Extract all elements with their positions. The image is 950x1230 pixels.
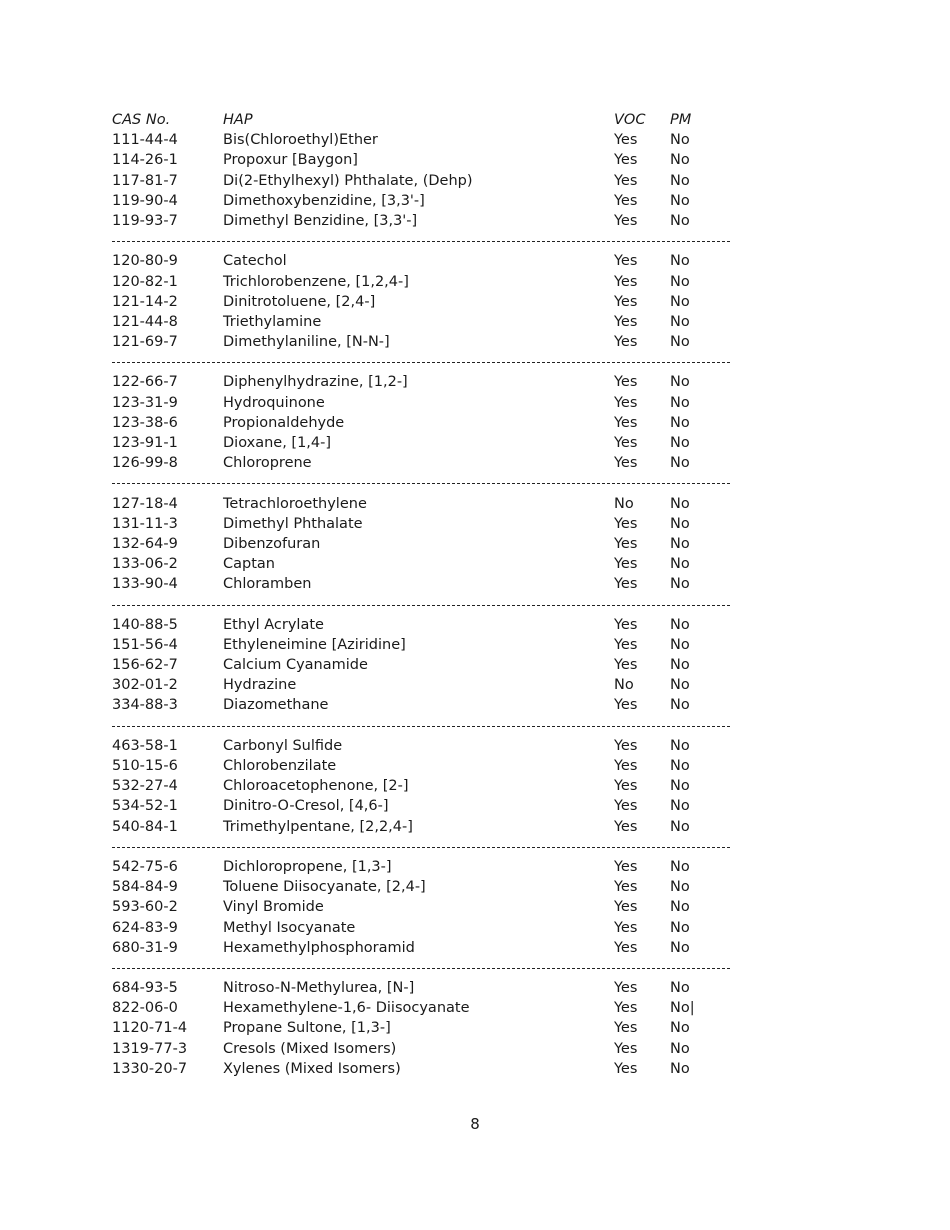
- header-voc: VOC: [614, 112, 646, 128]
- voc-cell: Yes: [614, 980, 638, 997]
- table-row: [112, 534, 732, 554]
- cas-cell: 151-56-4: [112, 636, 178, 653]
- voc-cell: Yes: [614, 556, 638, 573]
- hap-table: [112, 110, 732, 1079]
- voc-cell: Yes: [614, 737, 638, 754]
- pm-cell: No: [670, 435, 690, 451]
- pm-cell: No: [670, 636, 690, 653]
- cas-cell: 122-66-7: [112, 374, 178, 391]
- hap-cell: Dibenzofuran: [223, 535, 321, 552]
- pm-cell: No: [670, 939, 690, 956]
- voc-cell: Yes: [614, 1060, 638, 1077]
- voc-cell: Yes: [614, 455, 638, 472]
- cas-cell: 822-06-0: [112, 1000, 178, 1017]
- pm-cell: No: [670, 798, 690, 815]
- pm-cell: No: [670, 677, 690, 694]
- cas-cell: 1330-20-7: [112, 1060, 188, 1077]
- header-cas: CAS No.: [112, 112, 171, 128]
- pm-cell: No: [670, 858, 690, 875]
- hap-cell: Tetrachloroethylene: [223, 495, 367, 512]
- table-row: [112, 938, 732, 958]
- table-row: [112, 574, 732, 594]
- hap-cell: Hydroquinone: [223, 394, 325, 411]
- table-row: [112, 332, 732, 352]
- voc-cell: Yes: [614, 879, 638, 896]
- voc-cell: Yes: [614, 919, 638, 936]
- table-row: [112, 776, 732, 796]
- cas-cell: 510-15-6: [112, 758, 178, 774]
- cas-cell: 119-93-7: [112, 212, 178, 229]
- hap-cell: Chloramben: [223, 576, 312, 593]
- voc-cell: Yes: [614, 939, 638, 956]
- pm-cell: No: [670, 313, 690, 330]
- cas-cell: 120-82-1: [112, 273, 178, 290]
- table-body: [112, 130, 732, 1079]
- voc-cell: Yes: [614, 515, 638, 532]
- pm-cell: No: [670, 253, 690, 270]
- table-row: [112, 171, 732, 191]
- table-row: [112, 635, 732, 655]
- pm-cell: No: [670, 132, 690, 149]
- table-row: [112, 877, 732, 897]
- table-row: [112, 978, 732, 998]
- table-row: [112, 998, 732, 1018]
- hap-cell: Trichlorobenzene, [1,2,4-]: [223, 273, 409, 290]
- voc-cell: Yes: [614, 858, 638, 875]
- cas-cell: 534-52-1: [112, 798, 178, 815]
- hap-cell: Dioxane, [1,4-]: [223, 435, 332, 451]
- pm-cell: No: [670, 334, 690, 351]
- table-row: [112, 756, 732, 776]
- pm-cell: No|: [670, 1000, 695, 1017]
- table-row: [112, 494, 732, 514]
- table-row: [112, 514, 732, 534]
- hap-cell: Propoxur [Baygon]: [223, 152, 358, 169]
- dashed-separator: [112, 473, 732, 493]
- cas-cell: 302-01-2: [112, 677, 178, 694]
- voc-cell: Yes: [614, 1020, 638, 1037]
- hap-cell: Diphenylhydrazine, [1,2-]: [223, 374, 408, 391]
- hap-cell: Ethyleneimine [Aziridine]: [223, 636, 406, 653]
- pm-cell: No: [670, 980, 690, 997]
- cas-cell: 542-75-6: [112, 858, 178, 875]
- cas-cell: 133-06-2: [112, 556, 178, 573]
- hap-cell: Toluene Diisocyanate, [2,4-]: [223, 879, 426, 896]
- cas-cell: 126-99-8: [112, 455, 178, 472]
- table-row: [112, 655, 732, 675]
- table-row: [112, 130, 732, 150]
- hap-cell: Vinyl Bromide: [223, 899, 324, 916]
- hap-cell: Catechol: [223, 253, 287, 270]
- hap-cell: Hexamethylene-1,6- Diisocyanate: [223, 1000, 470, 1017]
- hap-cell: Methyl Isocyanate: [223, 919, 356, 936]
- hap-cell: Dimethyl Benzidine, [3,3'-]: [223, 212, 418, 229]
- hap-cell: Dimethoxybenzidine, [3,3'-]: [223, 192, 425, 209]
- cas-cell: 624-83-9: [112, 919, 178, 936]
- hap-cell: Diazomethane: [223, 697, 329, 714]
- table-row: [112, 150, 732, 170]
- voc-cell: Yes: [614, 132, 638, 149]
- voc-cell: Yes: [614, 253, 638, 270]
- voc-cell: Yes: [614, 374, 638, 391]
- cas-cell: 334-88-3: [112, 697, 178, 714]
- hap-cell: Hydrazine: [223, 677, 297, 694]
- cas-cell: 120-80-9: [112, 253, 178, 270]
- dashed-separator: [112, 595, 732, 615]
- cas-cell: 123-38-6: [112, 414, 178, 431]
- table-row: [112, 817, 732, 837]
- pm-cell: No: [670, 758, 690, 774]
- dashed-separator: [112, 352, 732, 372]
- cas-cell: 127-18-4: [112, 495, 178, 512]
- voc-cell: No: [614, 495, 634, 512]
- table-row: [112, 615, 732, 635]
- voc-cell: Yes: [614, 818, 638, 835]
- cas-cell: 123-91-1: [112, 435, 178, 451]
- dashed-separator: [112, 231, 732, 251]
- hap-cell: Cresols (Mixed Isomers): [223, 1040, 397, 1057]
- header-hap: HAP: [223, 112, 253, 128]
- voc-cell: Yes: [614, 616, 638, 633]
- cas-cell: 140-88-5: [112, 616, 178, 633]
- cas-cell: 114-26-1: [112, 152, 178, 169]
- voc-cell: Yes: [614, 1000, 638, 1017]
- pm-cell: No: [670, 273, 690, 290]
- voc-cell: Yes: [614, 293, 638, 310]
- hap-cell: Trimethylpentane, [2,2,4-]: [223, 818, 413, 835]
- pm-cell: No: [670, 778, 690, 795]
- pm-cell: No: [670, 556, 690, 573]
- pm-cell: No: [670, 495, 690, 512]
- hap-cell: Nitroso-N-Methylurea, [N-]: [223, 980, 415, 997]
- table-row: [112, 211, 732, 231]
- cas-cell: 123-31-9: [112, 394, 178, 411]
- pm-cell: No: [670, 576, 690, 593]
- pm-cell: No: [670, 657, 690, 674]
- voc-cell: Yes: [614, 273, 638, 290]
- pm-cell: No: [670, 192, 690, 209]
- cas-cell: 117-81-7: [112, 172, 178, 189]
- cas-cell: 463-58-1: [112, 737, 178, 754]
- voc-cell: Yes: [614, 576, 638, 593]
- table-row: [112, 312, 732, 332]
- pm-cell: No: [670, 212, 690, 229]
- hap-cell: Dinitro-O-Cresol, [4,6-]: [223, 798, 389, 815]
- voc-cell: Yes: [614, 1040, 638, 1057]
- pm-cell: No: [670, 455, 690, 472]
- hap-cell: Hexamethylphosphoramid: [223, 939, 415, 956]
- table-row: [112, 433, 732, 453]
- dashed-separator: [112, 716, 732, 736]
- pm-cell: No: [670, 1040, 690, 1057]
- pm-cell: No: [670, 394, 690, 411]
- cas-cell: 121-14-2: [112, 293, 178, 310]
- hap-cell: Dinitrotoluene, [2,4-]: [223, 293, 376, 310]
- table-row: [112, 1018, 732, 1038]
- pm-cell: No: [670, 697, 690, 714]
- cas-cell: 121-44-8: [112, 313, 178, 330]
- table-row: [112, 191, 732, 211]
- cas-cell: 131-11-3: [112, 515, 178, 532]
- voc-cell: Yes: [614, 172, 638, 189]
- table-row: [112, 1059, 732, 1079]
- voc-cell: Yes: [614, 192, 638, 209]
- voc-cell: Yes: [614, 394, 638, 411]
- pm-cell: No: [670, 535, 690, 552]
- table-row: [112, 372, 732, 392]
- pm-cell: No: [670, 515, 690, 532]
- table-row: [112, 251, 732, 271]
- voc-cell: Yes: [614, 899, 638, 916]
- cas-cell: 132-64-9: [112, 535, 178, 552]
- voc-cell: Yes: [614, 414, 638, 431]
- hap-cell: Dichloropropene, [1,3-]: [223, 858, 392, 875]
- dashed-separator: [112, 837, 732, 857]
- table-row: [112, 918, 732, 938]
- voc-cell: Yes: [614, 313, 638, 330]
- hap-cell: Chloroacetophenone, [2-]: [223, 778, 409, 795]
- hap-cell: Dimethylaniline, [N-N-]: [223, 334, 390, 351]
- voc-cell: Yes: [614, 435, 638, 451]
- pm-cell: No: [670, 737, 690, 754]
- cas-cell: 540-84-1: [112, 818, 178, 835]
- table-row: [112, 393, 732, 413]
- hap-cell: Chloroprene: [223, 455, 312, 472]
- pm-cell: No: [670, 818, 690, 835]
- pm-cell: No: [670, 374, 690, 391]
- pm-cell: No: [670, 616, 690, 633]
- table-row: [112, 675, 732, 695]
- hap-cell: Chlorobenzilate: [223, 758, 337, 774]
- cas-cell: 1120-71-4: [112, 1020, 188, 1037]
- hap-cell: Propionaldehyde: [223, 414, 345, 431]
- cas-cell: 133-90-4: [112, 576, 178, 593]
- voc-cell: Yes: [614, 334, 638, 351]
- header-pm: PM: [670, 112, 692, 128]
- table-row: [112, 413, 732, 433]
- dashed-separator: [112, 958, 732, 978]
- page-number: 8: [470, 1115, 480, 1133]
- hap-cell: Calcium Cyanamide: [223, 657, 368, 674]
- pm-cell: No: [670, 899, 690, 916]
- cas-cell: 111-44-4: [112, 132, 178, 149]
- cas-cell: 684-93-5: [112, 980, 178, 997]
- table-row: [112, 292, 732, 312]
- voc-cell: Yes: [614, 152, 638, 169]
- hap-cell: Propane Sultone, [1,3-]: [223, 1020, 391, 1037]
- cas-cell: 584-84-9: [112, 879, 178, 896]
- pm-cell: No: [670, 1020, 690, 1037]
- pm-cell: No: [670, 879, 690, 896]
- pm-cell: No: [670, 1060, 690, 1077]
- hap-cell: Captan: [223, 556, 275, 573]
- voc-cell: Yes: [614, 798, 638, 815]
- table-row: [112, 1039, 732, 1059]
- table-row: [112, 736, 732, 756]
- pm-cell: No: [670, 414, 690, 431]
- cas-cell: 680-31-9: [112, 939, 178, 956]
- cas-cell: 156-62-7: [112, 657, 178, 674]
- table-row: [112, 897, 732, 917]
- table-header: [112, 110, 732, 130]
- table-row: [112, 453, 732, 473]
- hap-cell: Ethyl Acrylate: [223, 616, 324, 633]
- table-row: [112, 857, 732, 877]
- pm-cell: No: [670, 152, 690, 169]
- voc-cell: No: [614, 677, 634, 694]
- table-row: [112, 554, 732, 574]
- hap-cell: Di(2-Ethylhexyl) Phthalate, (Dehp): [223, 172, 473, 189]
- voc-cell: Yes: [614, 657, 638, 674]
- hap-cell: Carbonyl Sulfide: [223, 737, 343, 754]
- cas-cell: 532-27-4: [112, 778, 178, 795]
- voc-cell: Yes: [614, 636, 638, 653]
- table-row: [112, 272, 732, 292]
- voc-cell: Yes: [614, 697, 638, 714]
- pm-cell: No: [670, 293, 690, 310]
- cas-cell: 1319-77-3: [112, 1040, 188, 1057]
- table-row: [112, 695, 732, 715]
- voc-cell: Yes: [614, 535, 638, 552]
- voc-cell: Yes: [614, 778, 638, 795]
- pm-cell: No: [670, 919, 690, 936]
- hap-cell: Dimethyl Phthalate: [223, 515, 363, 532]
- pm-cell: No: [670, 172, 690, 189]
- voc-cell: Yes: [614, 758, 638, 774]
- hap-cell: Bis(Chloroethyl)Ether: [223, 132, 378, 149]
- cas-cell: 593-60-2: [112, 899, 178, 916]
- table-row: [112, 796, 732, 816]
- cas-cell: 121-69-7: [112, 334, 178, 351]
- hap-cell: Triethylamine: [223, 313, 322, 330]
- hap-cell: Xylenes (Mixed Isomers): [223, 1060, 401, 1077]
- cas-cell: 119-90-4: [112, 192, 178, 209]
- voc-cell: Yes: [614, 212, 638, 229]
